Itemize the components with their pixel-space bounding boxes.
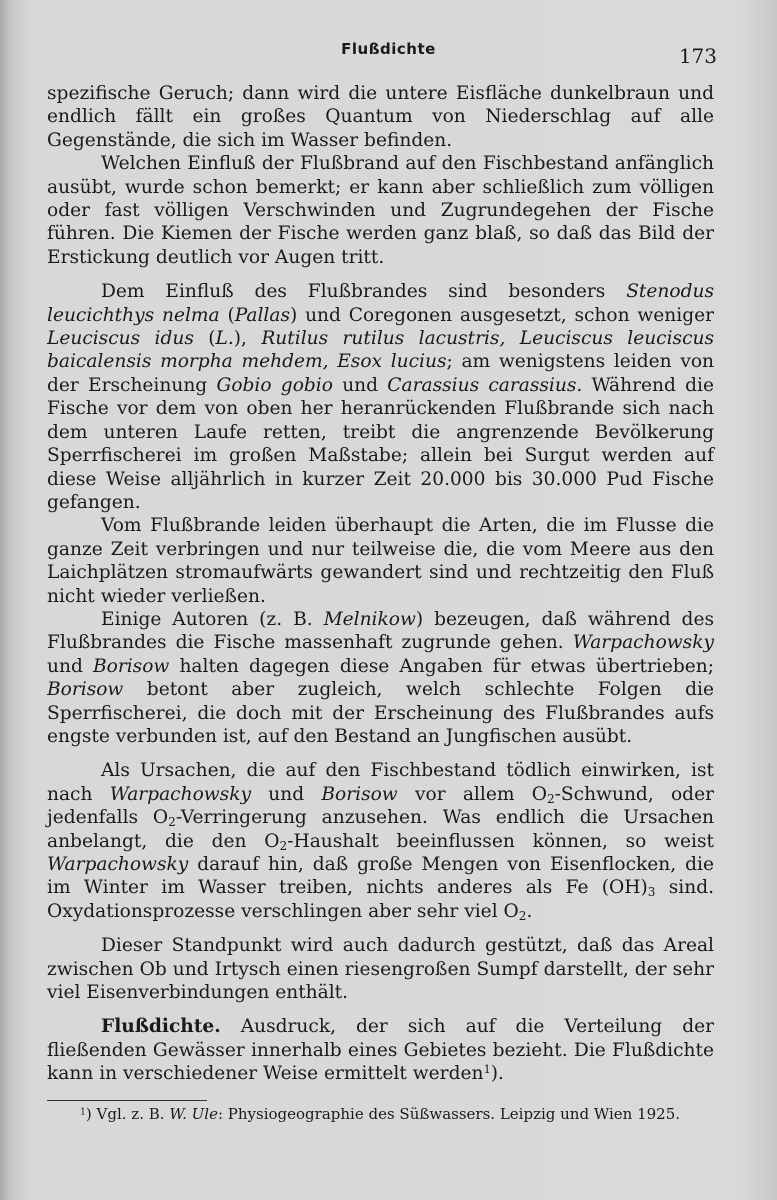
text-run: ; am wenigstens leiden von der Erscheinung <box>47 351 714 396</box>
species-name: Rutilus rutilus lacustris, Leuciscus leuciscus baicalensis morpha mehdem, Esox lucius <box>47 328 715 373</box>
page-number: 173 <box>678 44 717 68</box>
paragraph-4: Vom Flußbrande leiden überhaupt die Arten, die im Flusse die ganze Zeit verbringen und nur teilweise die, die vom Meere aus den Laichplätzen stromaufwärts gewandert sind und rechtzeitig den Fluß nicht wieder verließen. <box>47 515 714 607</box>
text-run: betont aber zugleich, welch schlechte Folgen die Sperrfischerei, die doch mit der Erscheinung des Flußbrandes aufs engste verbunden ist, auf den Bestand an Jungfischen ausübt. <box>47 679 714 747</box>
text-run: vor allem O <box>397 783 547 805</box>
author-name: Warpachowsky <box>572 632 714 654</box>
paragraph-3 <box>47 280 714 514</box>
text-run: -Verringerung anzusehen. Was endlich die Ursachen anbelangt, die den O <box>47 807 714 852</box>
text-run: -Schwund, oder jedenfalls O <box>47 783 714 829</box>
footnote <box>47 1104 714 1124</box>
paragraph-8-entry <box>47 1015 714 1085</box>
species-name: Carassius carassius. <box>387 374 583 396</box>
page-header <box>0 38 777 68</box>
author-name: Warpachowsky <box>109 783 251 805</box>
text-run: Als Ursachen, die auf den Fischbestand tödlich einwirken, ist nach <box>47 760 714 805</box>
text-run: ) bezeugen, daß während des Flußbrandes die Fische massenhaft zugrunde gehen. <box>47 608 714 654</box>
text-run: und <box>47 655 93 677</box>
author-name: Melnikow <box>323 608 416 630</box>
text-run: ). <box>490 1063 504 1085</box>
text-run: Dem Einfluß des Flußbrandes sind besonders <box>101 281 627 303</box>
text-run: ( <box>219 304 235 326</box>
paragraph-2: Welchen Einfluß der Flußbrand auf den Fischbestand anfänglich ausübt, wurde schon bemerkt; er kann aber schließlich zum völligen oder fast völligen Verschwinden und Zugrundegehen der Fische führen. Die Kiemen der Fische werden ganz blaß, so daß das Bild der Erstickung deutlich vor Augen tritt. <box>47 153 714 268</box>
text-run: -Haushalt beeinflussen können, so weist <box>287 830 714 852</box>
text-run: sind. Oxydationsprozesse verschlingen aber sehr viel O <box>47 877 715 922</box>
author-name: Warpachowsky <box>47 854 189 875</box>
text-run: ) Vgl. z. B. <box>85 1105 170 1123</box>
subscript: 2 <box>279 838 288 853</box>
species-name: Stenodus leucichthys nelma <box>47 281 714 326</box>
text-run: : Physiogeographie des Süßwassers. Leipzig und Wien 1925. <box>217 1105 681 1123</box>
subscript: 3 <box>647 885 656 900</box>
author-name: Pallas <box>234 304 291 326</box>
footnote-rule <box>47 1100 207 1101</box>
text-run: ) und Coregonen ausgesetzt, schon weniger <box>290 304 715 326</box>
author-name: W. Ule <box>169 1105 218 1123</box>
text-run: darauf hin, daß große Mengen von Eisenflocken, die im Winter im Wasser treiben, nichts anderes als Fe (OH) <box>47 854 714 899</box>
text-run: Ausdruck, der sich auf die Verteilung der fließenden Gewässer innerhalb eines Gebietes bezieht. Die Flußdichte kann in verschiedener Weise ermittelt werden <box>47 1016 714 1085</box>
paragraph-1: spezifische Geruch; dann wird die untere Eisfläche dunkelbraun und endlich fällt ein großes Quantum von Niederschlag auf alle Gegenstände, die sich im Wasser befinden. <box>47 83 714 151</box>
text-run: Einige Autoren (z. B. <box>101 608 324 630</box>
text-run: halten dagegen diese Angaben für etwas übertrieben; <box>169 655 714 677</box>
species-name: Leuciscus idus <box>47 328 194 350</box>
subscript: 2 <box>168 815 176 830</box>
paragraph-5 <box>47 608 714 748</box>
entry-keyword: Flußdichte. <box>101 1016 221 1038</box>
running-head: Flußdichte <box>341 40 436 58</box>
footnote-ref: 1 <box>483 1062 491 1077</box>
author-name: Borisow <box>321 783 398 805</box>
text-run: . <box>526 900 533 922</box>
subscript: 2 <box>546 791 555 806</box>
text-run: ), <box>233 328 262 350</box>
author-name: Borisow <box>92 655 170 677</box>
paragraph-6 <box>47 759 714 923</box>
text-run: ( <box>193 328 216 350</box>
text-run: Während die Fische vor dem von oben her heranrückenden Flußbrande sich nach dem unteren Laufe retten, treibt die angrenzende Bevölkerung Sperrfischerei im großen Maßstabe; allein bei Surgut werden auf diese Weise alljährlich in kurzer Zeit 20.000 bis 30.000 Pud Fische gefangen. <box>47 374 714 513</box>
author-name: Borisow <box>47 679 124 701</box>
text-run: und <box>332 374 388 396</box>
paragraph-7: Dieser Standpunkt wird auch dadurch gestützt, daß das Areal zwischen Ob und Irtysch einen riesengroßen Sumpf darstellt, der sehr viel Eisenverbindungen enthält. <box>47 935 714 1004</box>
author-name: L. <box>215 328 234 350</box>
species-name: Gobio gobio <box>216 374 333 396</box>
body-text <box>47 82 714 1086</box>
footnote-mark: 1 <box>80 1106 86 1118</box>
subscript: 2 <box>518 908 527 923</box>
text-run: und <box>251 783 322 805</box>
